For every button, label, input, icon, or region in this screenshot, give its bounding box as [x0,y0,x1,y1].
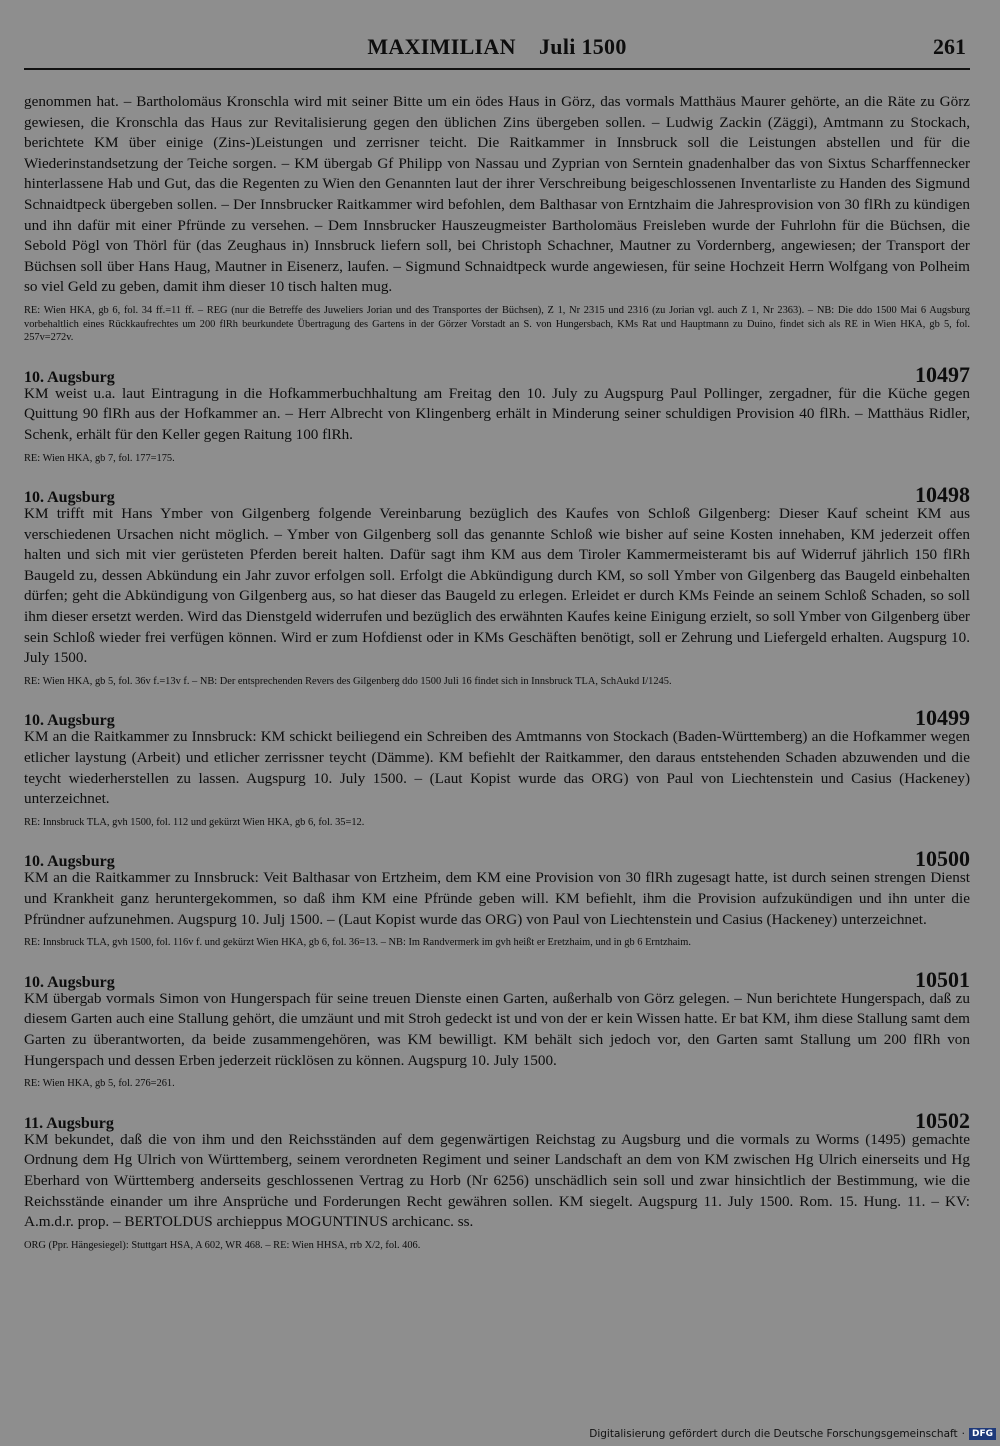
entry-text: KM an die Raitkammer zu Innsbruck: KM schickt beiliegend ein Schreiben des Amtmanns von Stockach (Baden-Württemberg) an die Hofkammer wegen etlicher laystung (Arbeit) und etlicher zerrissner teycht (Dämme). KM befiehlt der Raitkammer, den daraus entstehenden Schaden abzuwenden und die teycht wiederherstellen zu lassen. Augspurg 10. July 1500. – (Laut Kopist wurde das ORG) von Paul von Liechtenstein und Casius (Hackeney) unterzeichnet. [24,728,970,808]
entry-date: 10. Augsburg [24,973,115,991]
entry-header [24,482,970,508]
entry-text: KM bekundet, daß die von ihm und den Reichsständen auf dem gegenwärtigen Reichstag zu Augsburg und die vormals zu Worms (1495) gemachte Ordnung dem Hg Ulrich von Württemberg, seinem verordneten Regiment und seiner Landschaft an dem von KM zwischen Hg Ulrich einerseits und Hg Eberhard von Württemberg anderseits geschlossenen Vertrag zu Horb (Nr 6256) unschädlich sein soll und zwar hinsichtlich der Bestimmung, wie die Reichsstände einander um ihre Ansprüche und Forderungen Recht gewähren sollen. KM siegelt. Augspurg 11. July 1500. Rom. 15. Hung. 11. – KV: A.m.d.r. prop. – BERTOLDUS archieppus MOGUNTINUS archicanc. ss. [24,1130,970,1231]
page-header [24,30,970,70]
entry-note: RE: Innsbruck TLA, gvh 1500, fol. 112 und gekürzt Wien HKA, gb 6, fol. 35=12. [24,816,365,828]
entry-date: 10. Augsburg [24,368,115,386]
entry-text: KM an die Raitkammer zu Innsbruck: Veit Balthasar von Ertzheim, dem KM eine Provision von 30 flRh zugesagt hatte, ist durch seinen strengen Dienst und Krankheit ganz heruntergekommen, so daß ihm KM eine Pfründe geben will. KM befiehlt, ihm die Provision aufzukündigen und ihn unter die Pfründner aufzunehmen. Augspurg 10. Julj 1500. – (Laut Kopist wurde das ORG) von Paul von Liechtenstein und Casius (Hackeney) unterzeichnet. [24,869,970,928]
running-title: MAXIMILIAN Juli 1500 [367,34,627,59]
entry-10498 [24,482,970,688]
entry-number: 10502 [915,1107,970,1133]
entry-date: 10. Augsburg [24,712,115,730]
entry-note: RE: Wien HKA, gb 5, fol. 276=261. [24,1078,175,1090]
entry-note: RE: Wien HKA, gb 5, fol. 36v f.=13v f. – NB: Der entsprechenden Revers des Gilgenberg ddo 1500 Juli 16 findet sich in Innsbruck TLA, SchAukd I/1245. [24,675,672,687]
dfg-logo: DFG [969,1428,996,1440]
entry-note: RE: Wien HKA, gb 7, fol. 177=175. [24,452,175,464]
intro-paragraph: genommen hat. – Bartholomäus Kronschla wird mit seiner Bitte um ein ödes Haus in Görz, das vormals Matthäus Maurer gehörte, an die Räte zu Görz gewiesen, die Kronschla das Haus zur Revitalisierung gegen den üblichen Zins übergeben sollen. – Ludwig Zackin (Zäggi), Amtmann zu Stockach, berichtete KM über einige (Zins-)Leistungen und zerrisner teicht. Die Raitkammer in Innsbruck soll die Leistungen abstellen und für die Wiederinstandsetzung der Teiche sorgen. – KM übergab Gf Philipp von Nassau und Zyprian von Serntein gnadenhalber das von Sixtus Scharffennecker hinterlassene Hab und Gut, das die Regenten zu Wien den Genannten laut der ihrer Verschreibung beigeschlossenen Inventarliste zu Handen des Sigmund Schnaidtpeck übergeben sollen. – Der Innsbrucker Raitkammer wird befohlen, dem Balthasar von Erntzhaim die Jahresprovision von 30 flRh zu kündigen und ihn dafür mit einer Pfründe zu versehen. – Dem Innsbrucker Hauszeugmeister Bartholomäus Freisleben wurde der Fuhrlohn für die Büchsen, die Sebold Pögl von Thörl für (das Zeughaus in) Innsbruck liefern soll, bei Christoph Schachner, Mautner zu Vordernberg, angewiesen; der Transport der Büchsen soll über Hans Haug, Mautner in Eisenerz, laufen. – Sigmund Schnaidtpeck wurde angewiesen, für seine Hochzeit Herrn Wolfgang von Polheim so viel Geld zu geben, damit ihm dieser 10 tisch halten mug. [24,93,970,296]
entry-note: RE: Innsbruck TLA, gvh 1500, fol. 116v f. und gekürzt Wien HKA, gb 6, fol. 36=13. – NB: Im Randvermerk im gvh heißt er Eretzhaim, und in gb 6 Erntzhaim. [24,937,691,949]
entry-text: KM trifft mit Hans Ymber von Gilgenberg folgende Vereinbarung bezüglich des Kaufes von Schloß Gilgenberg: Dieser Kauf scheint KM aus verschiedenen Ursachen nicht möglich. – Ymber von Gilgenberg soll das genannte Schloß wie bisher auf seine Kosten innehaben, KM jederzeit offen halten und sich mit vier gerüsteten Pferden bereit halten. Dafür sagt ihm KM aus dem Tiroler Kammermeisteramt bis auf Widerruf jährlich 150 flRh Baugeld zu, dessen Abkündung ein Jahr zuvor erfolgen soll. Erfolgt die Abkündigung durch KM, so soll Ymber von Gilgenberg das Baugeld einbehalten dürfen; geht die Abkündigung von Gilgenberg aus, so hat dieser das Baugeld zu erlegen. Erleidet er durch KMs Feinde an seinem Schloß Schaden, so soll ihm dieser ersetzt werden. Wird das Dienstgeld widerrufen und bezüglich des erwähnten Kaufes keine Einigung erzielt, so soll Ymber von Gilgenberg über sein Schloß wieder frei verfügen können. Wird er zum Hofdienst oder in KMs Geschäften benötigt, soll er Zehrung und Liefergeld erhalten. Augspurg 10. July 1500. [24,505,970,667]
entry-number: 10497 [915,361,970,387]
page-footer: Digitalisierung gefördert durch die Deutsche Forschungsgemeinschaft · DFG [589,1428,996,1440]
page-number: 261 [933,34,966,59]
entry-text: KM übergab vormals Simon von Hungerspach für seine treuen Dienste einen Garten, außerhalb von Görz gelegen. – Nun berichtete Hungerspach, daß zu diesem Garten auch eine Stallung gehört, die umzäunt und mit Stroh gedeckt ist und von der er kein Wissen hatte. Er bat KM, ihm diese Stallung samt dem Garten zu überantworten, da beide zusammengehören, was KM bewilligt. KM behält sich jedoch vor, den Garten samt Stallung um 200 flRh von Hungerspach und dessen Erben jederzeit rücklösen zu können. Augspurg 10. July 1500. [24,989,970,1069]
entry-note: ORG (Ppr. Hängesiegel): Stuttgart HSA, A 602, WR 468. – RE: Wien HHSA, rrb X/2, fol. 406. [24,1239,421,1251]
entry-header [24,361,970,387]
entry-10500 [24,846,970,949]
entry-text: KM weist u.a. laut Eintragung in die Hofkammerbuchhaltung am Freitag den 10. July zu Augspurg Paul Pollinger, zergadner, für die Küche gegen Quittung 90 flRh aus der Hofkammer an. – Herr Albrecht von Klingenberg erhält in Minderung seiner schuldigen Provision 40 flRh. – Matthäus Ridler, Schenk, erhält für den Keller gegen Raitung 100 flRh. [24,384,970,443]
funding-credit: Digitalisierung gefördert durch die Deutsche Forschungsgemeinschaft [589,1428,958,1440]
entry-header [24,966,970,992]
entry-date: 10. Augsburg [24,853,115,871]
entry-header [24,1107,970,1133]
page-content [24,92,970,1252]
entry-header [24,846,970,872]
entry-date: 11. Augsburg [24,1114,114,1132]
entry-date: 10. Augsburg [24,489,115,507]
entry-10501 [24,967,970,1091]
entry-10497 [24,362,970,465]
entry-10502 [24,1108,970,1253]
entry-10499 [24,705,970,829]
entry-number: 10499 [915,705,970,731]
entry-number: 10498 [915,482,970,508]
entry-header [24,705,970,731]
intro-note: RE: Wien HKA, gb 6, fol. 34 ff.=11 ff. – REG (nur die Betreffe des Juweliers Jorian und des Transportes der Büchsen), Z 1, Nr 2315 und 2316 (zu Jorian vgl. auch Z 1, Nr 2363). – NB: Die ddo 1500 Mai 6 Augsburg vorbehaltlich eines Rückkaufrechtes um 200 flRh beurkundete Übertragung des Gartens in der Görzer Vorstadt an S. von Hungersbach, KMs Rat und Hauptmann zu Duino, findet sich als RE in Wien HKA, gb 5, fol. 257v=272v. [24,304,970,344]
entry-number: 10501 [915,966,970,992]
entry-number: 10500 [915,846,970,872]
